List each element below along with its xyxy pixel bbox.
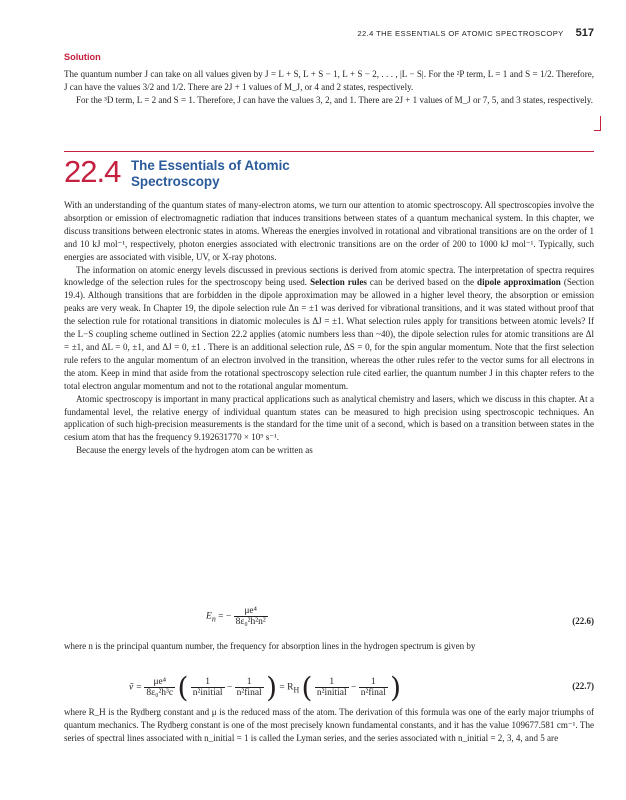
eq2-n-final-b: n²final	[360, 688, 386, 698]
equation-22-7-body	[129, 671, 401, 704]
equation-number-22-6: (22.6)	[572, 616, 594, 626]
eq2-n-initial-a: n²initial	[192, 688, 223, 698]
running-head	[0, 27, 594, 39]
solution-end-bracket	[594, 116, 601, 131]
section-title-line-1: The Essentials of Atomic	[131, 158, 290, 173]
eq2-one-d: 1	[359, 677, 388, 688]
eq2-n-initial-b: n²initial	[316, 688, 347, 698]
solution-paragraph-2: For the ³D term, L = 2 and S = 1. Therefore, J can have the values 3, 2, and 1. There are 2J + 1 values of M_J or 7, 5, and 3 states, respectively.	[76, 94, 593, 105]
eq2-left-paren-2: (	[301, 671, 313, 704]
running-head-title: 22.4 THE ESSENTIALS OF ATOMIC SPECTROSCOPY	[357, 29, 564, 38]
eq2-minus-a: −	[226, 682, 233, 693]
section-title-line-2: Spectroscopy	[131, 173, 220, 189]
eq2-prefactor-num: μe⁴	[144, 677, 175, 688]
solution-paragraph-1: The quantum number J can take on all values given by J = L + S, L + S − 1, L + S − 2, . . . , |L − S|. For the ²P term, L = 1 and S = 1/2. Therefore, J can have the values 3/2 and 1/2. There are 2J + 1 values of M_J, or 4 and 2 states, respectively.	[64, 69, 594, 92]
solution-text	[64, 68, 594, 107]
section-title	[131, 158, 290, 189]
eq2-prefactor-den: 8ε₀²h³c	[146, 688, 174, 698]
section-body	[64, 199, 594, 457]
eq2-n-final-a: n²final	[236, 688, 262, 698]
section-number: 22.4	[64, 154, 121, 189]
eq1-numerator: μe⁴	[234, 606, 268, 617]
eq2-right-paren-2: )	[390, 671, 402, 704]
eq2-lhs: ṽ =	[129, 682, 143, 693]
eq2-rh-sub: H	[293, 685, 300, 695]
page-number: 517	[575, 27, 594, 39]
equation-number-22-7: (22.7)	[572, 681, 594, 691]
section-rule	[64, 151, 594, 152]
eq2-minus-b: −	[351, 682, 357, 693]
term-selection-rules: Selection rules	[310, 277, 367, 288]
eq1-fraction	[234, 606, 268, 627]
eq2-one-c: 1	[315, 677, 349, 688]
body-p2-part-c: (Section 19.4). Although transitions that are forbidden in the dipole approximation may be allowed in a higher level theory, the absorption or emission peaks are very weak. In Chapter 19, the dipole selection rule Δn = ±1 was derived for vibrational transitions, and it was stated without proof that the selection rule for rotational transitions in diatomic molecules is ΔJ = ±1. What selection rules apply for transitions between atomic levels? If the L−S coupling scheme outlined in Section 22.2 applies (atomic numbers less than ~40), the dipole selection rules for atomic transitions are Δl = ±1, and ΔL = 0, ±1, and ΔJ = 0, ±1 . There is an additional selection rule, ΔS = 0, for the spin angular momentum. Note that the first selection rule refers to the angular momentum of an electron involved in the transition, whereas the other rules refer to the vector sums for all electrons in the atom. Keep in mind that aside from the rotational spectroscopy selection rule cited earlier, the quantum number J in this chapter refers to the total electron angular momentum and not to the rotational angular momentum.	[64, 277, 595, 391]
eq2-prefactor	[144, 677, 175, 698]
body-p2-part-b: can be derived based on the	[366, 277, 478, 288]
body-paragraph-4: Because the energy levels of the hydrogen atom can be written as	[76, 445, 313, 456]
eq2-equals-rh: = R	[279, 682, 294, 693]
eq2-one-b: 1	[235, 677, 264, 688]
equation-22-6-body	[206, 606, 268, 627]
equation-22-7	[64, 671, 594, 704]
eq2-frac-initial-2	[315, 677, 349, 698]
eq2-one-a: 1	[191, 677, 225, 688]
eq1-denominator: 8ε₀²h²n²	[235, 617, 266, 627]
eq2-frac-final-2	[359, 677, 388, 698]
text-after-eq2: where R_H is the Rydberg constant and μ is the reduced mass of the atom. The derivation of this formula was one of the early major triumphs of quantum mechanics. The Rydberg constant is one of the most precisely known fundamental constants, and it has the value 109677.581 cm⁻¹. The series of spectral lines associated with n_initial = 1 is called the Lyman series, and the series associated with n_initial = 2, 3, 4, and 5 are	[64, 707, 594, 743]
equation-22-6	[64, 606, 594, 636]
eq2-left-paren-1: (	[177, 671, 189, 704]
body-paragraph-1: With an understanding of the quantum states of many-electron atoms, we turn our attention to atomic spectroscopy. All spectroscopies involve the absorption or emission of electromagnetic radiation that induces transitions between states of a quantum mechanical system. In this chapter, we discuss transitions between electronic states in atoms. Whereas the energies involved in rotational and vibrational transitions are on the order of 1 and 10 kJ mol⁻¹, respectively, photon energies associated with electronic transitions are on the order of 200 to 1000 kJ mol⁻¹. Typically, such energies are associated with visible, UV, or X-ray photons.	[64, 200, 594, 262]
eq1-lhs-sub: n	[211, 614, 216, 624]
eq2-frac-final-1	[235, 677, 264, 698]
term-dipole-approximation: dipole approximation	[477, 277, 561, 288]
body-paragraph-3: Atomic spectroscopy is important in many practical applications such as analytical chemistry and lasers, which we discuss in this chapter. At a fundamental level, the relative energy of individual quantum states can be measured to high precision using spectroscopic techniques. An application of such high-precision measurements is the standard for the time unit of a second, which is based on a transition between states in the cesium atom that has the frequency 9.192631770 × 10⁹ s⁻¹.	[64, 393, 594, 443]
eq1-equals: = −	[218, 611, 232, 622]
eq2-right-paren-1: )	[266, 671, 277, 704]
solution-label: Solution	[64, 52, 101, 62]
text-after-eq1: where n is the principal quantum number, the frequency for absorption lines in the hydrogen spectrum is given by	[64, 641, 476, 651]
body-paragraph-2	[64, 264, 594, 393]
eq1-lhs: E	[206, 611, 212, 622]
body-p2-part-a: The information on atomic energy levels discussed in previous sections is derived from atomic spectra. The interpretation of spectra requires knowledge of the selection rules for the spectroscopy being used.	[64, 264, 594, 288]
eq2-frac-initial-1	[191, 677, 225, 698]
